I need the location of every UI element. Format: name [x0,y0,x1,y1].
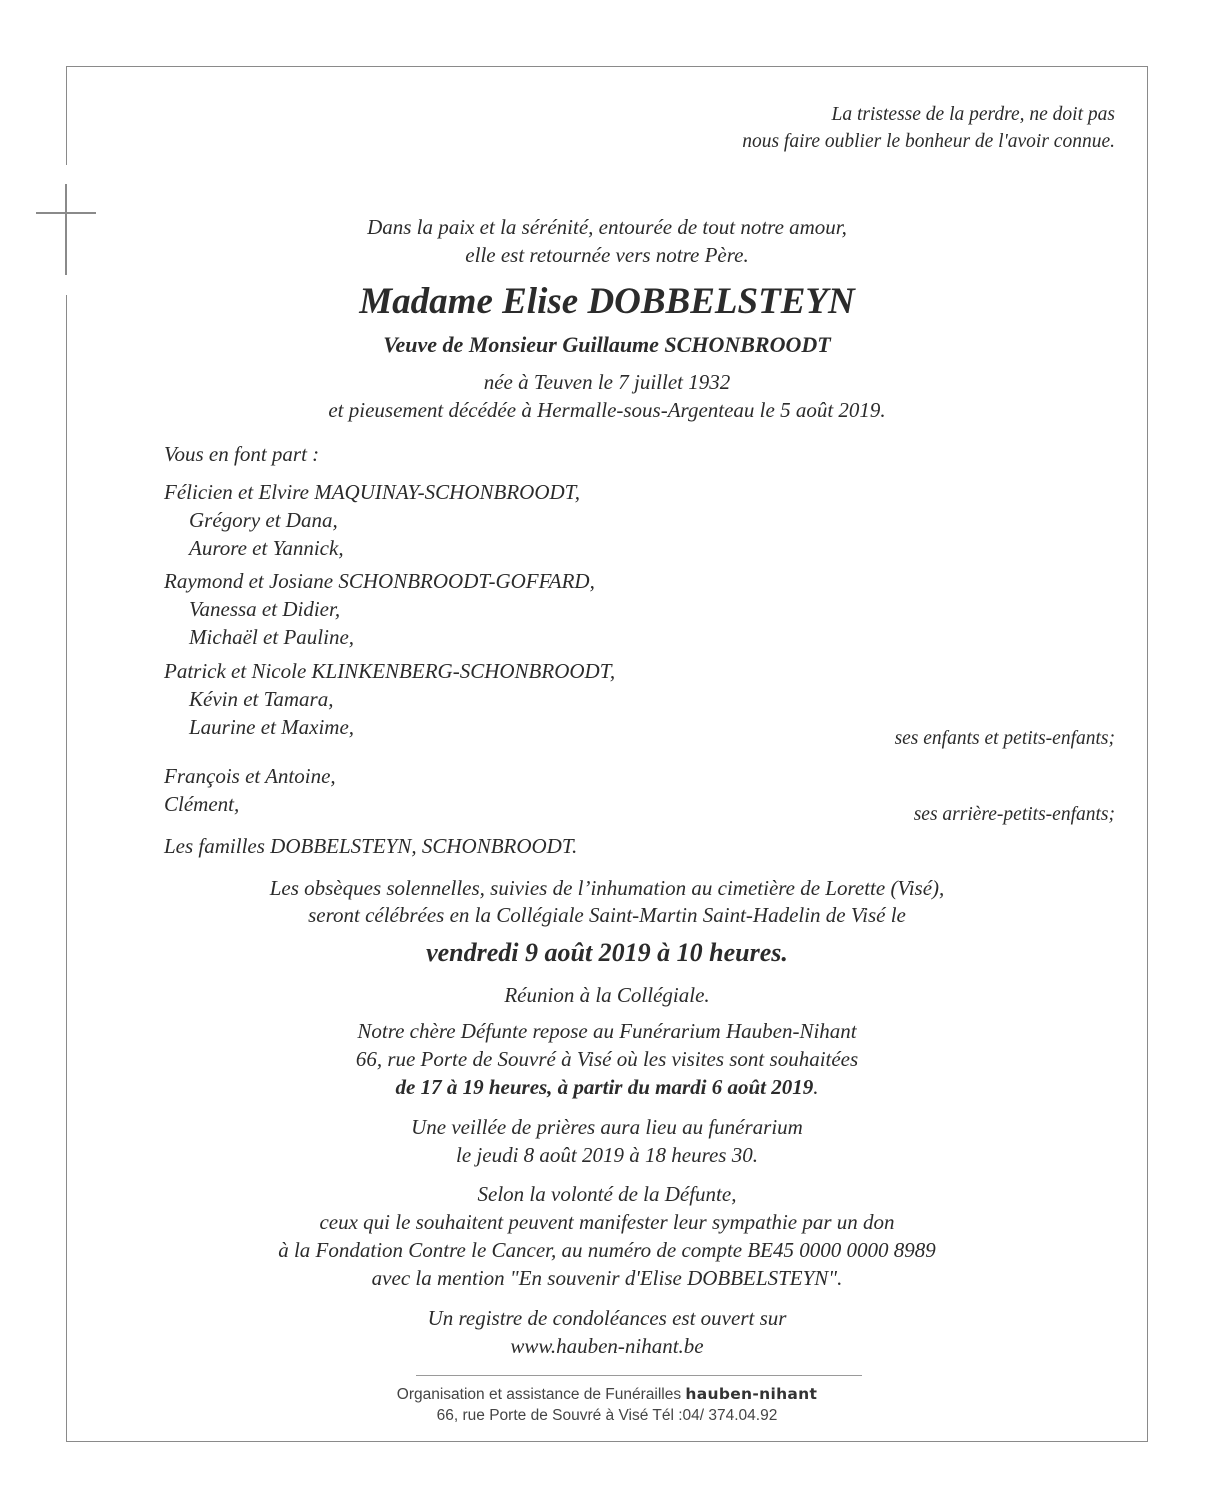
footer-separator [416,1375,862,1376]
visits-line-1: Notre chère Défunte repose au Funérarium Hauben-Nihant [357,1019,857,1043]
vigil-line-1: Une veillée de prières aura lieu au funérarium [411,1115,803,1139]
footer-prefix: Organisation et assistance de Funérailles [396,1386,686,1403]
children-label: ses enfants et petits-enfants; [894,728,1115,749]
vigil-line-2: le jeudi 8 août 2019 à 18 heures 30. [456,1143,758,1167]
donation-line-2: ceux qui le souhaitent peuvent manifester leur sympathie par un don [319,1210,895,1234]
visits-line-2: 66, rue Porte de Souvré à Visé où les visites sont souhaitées [355,1047,859,1071]
quote-line-2: nous faire oublier le bonheur de l'avoir connue. [742,131,1115,152]
spouse-line: Veuve de Monsieur Guillaume SCHONBROODT [383,332,831,357]
families-line: Les familles DOBBELSTEYN, SCHONBROODT. [164,834,578,858]
donation-line-4: avec la mention "En souvenir d'Elise DOBBELSTEYN". [371,1266,843,1290]
donation-line-3: à la Fondation Contre le Cancer, au numéro de compte BE45 0000 0000 8989 [278,1238,936,1262]
funeral-date: vendredi 9 août 2019 à 10 heures. [426,938,788,967]
footer-line-2: 66, rue Porte de Souvré à Visé Tél :04/ 374.04.92 [436,1407,778,1424]
birth-line: née à Teuven le 7 juillet 1932 [483,370,731,394]
funeral-line-2: seront célébrées en la Collégiale Saint-Martin Saint-Hadelin de Visé le [308,903,906,927]
family-group-2-child-2: Michaël et Pauline, [189,625,355,649]
family-group-1-child-1: Grégory et Dana, [189,508,338,532]
donation-line-1: Selon la volonté de la Défunte, [477,1182,737,1206]
great-grandchildren-label: ses arrière-petits-enfants; [913,804,1115,825]
brand-logo: hauben-nihant [685,1385,818,1403]
family-group-2-child-1: Vanessa et Didier, [189,597,341,621]
family-group-1-child-2: Aurore et Yannick, [189,536,344,560]
death-line: et pieusement décédée à Hermalle-sous-Argenteau le 5 août 2019. [328,398,886,422]
family-group-3-child-1: Kévin et Tamara, [189,687,334,711]
funeral-line-1: Les obsèques solennelles, suivies de l’inhumation au cimetière de Lorette (Visé), [269,876,945,900]
great-grandchildren-1: François et Antoine, [164,764,336,788]
family-group-3-parents: Patrick et Nicole KLINKENBERG-SCHONBROODT, [164,659,616,683]
family-group-1-parents: Félicien et Elvire MAQUINAY-SCHONBROODT, [164,480,581,504]
intro-line-2: elle est retournée vers notre Père. [465,243,749,267]
great-grandchildren-2: Clément, [164,792,240,816]
family-group-3-child-2: Laurine et Maxime, [189,715,355,739]
register-line-1: Un registre de condoléances est ouvert sur [427,1306,787,1330]
announce-label: Vous en font part : [164,442,320,466]
visits-hours: de 17 à 19 heures, à partir du mardi 6 août 2019 [395,1075,814,1099]
family-group-2-parents: Raymond et Josiane SCHONBROODT-GOFFARD, [164,569,595,593]
register-url: www.hauben-nihant.be [510,1334,704,1358]
visits-line-3 [0,1074,1214,1101]
meeting-line: Réunion à la Collégiale. [504,983,710,1007]
intro-line-1: Dans la paix et la sérénité, entourée de tout notre amour, [367,215,847,239]
footer-line-1 [0,1384,1214,1405]
quote-line-1: La tristesse de la perdre, ne doit pas [831,104,1115,125]
visits-line-3-end: . [813,1075,819,1099]
deceased-name: Madame Elise DOBBELSTEYN [359,281,855,322]
